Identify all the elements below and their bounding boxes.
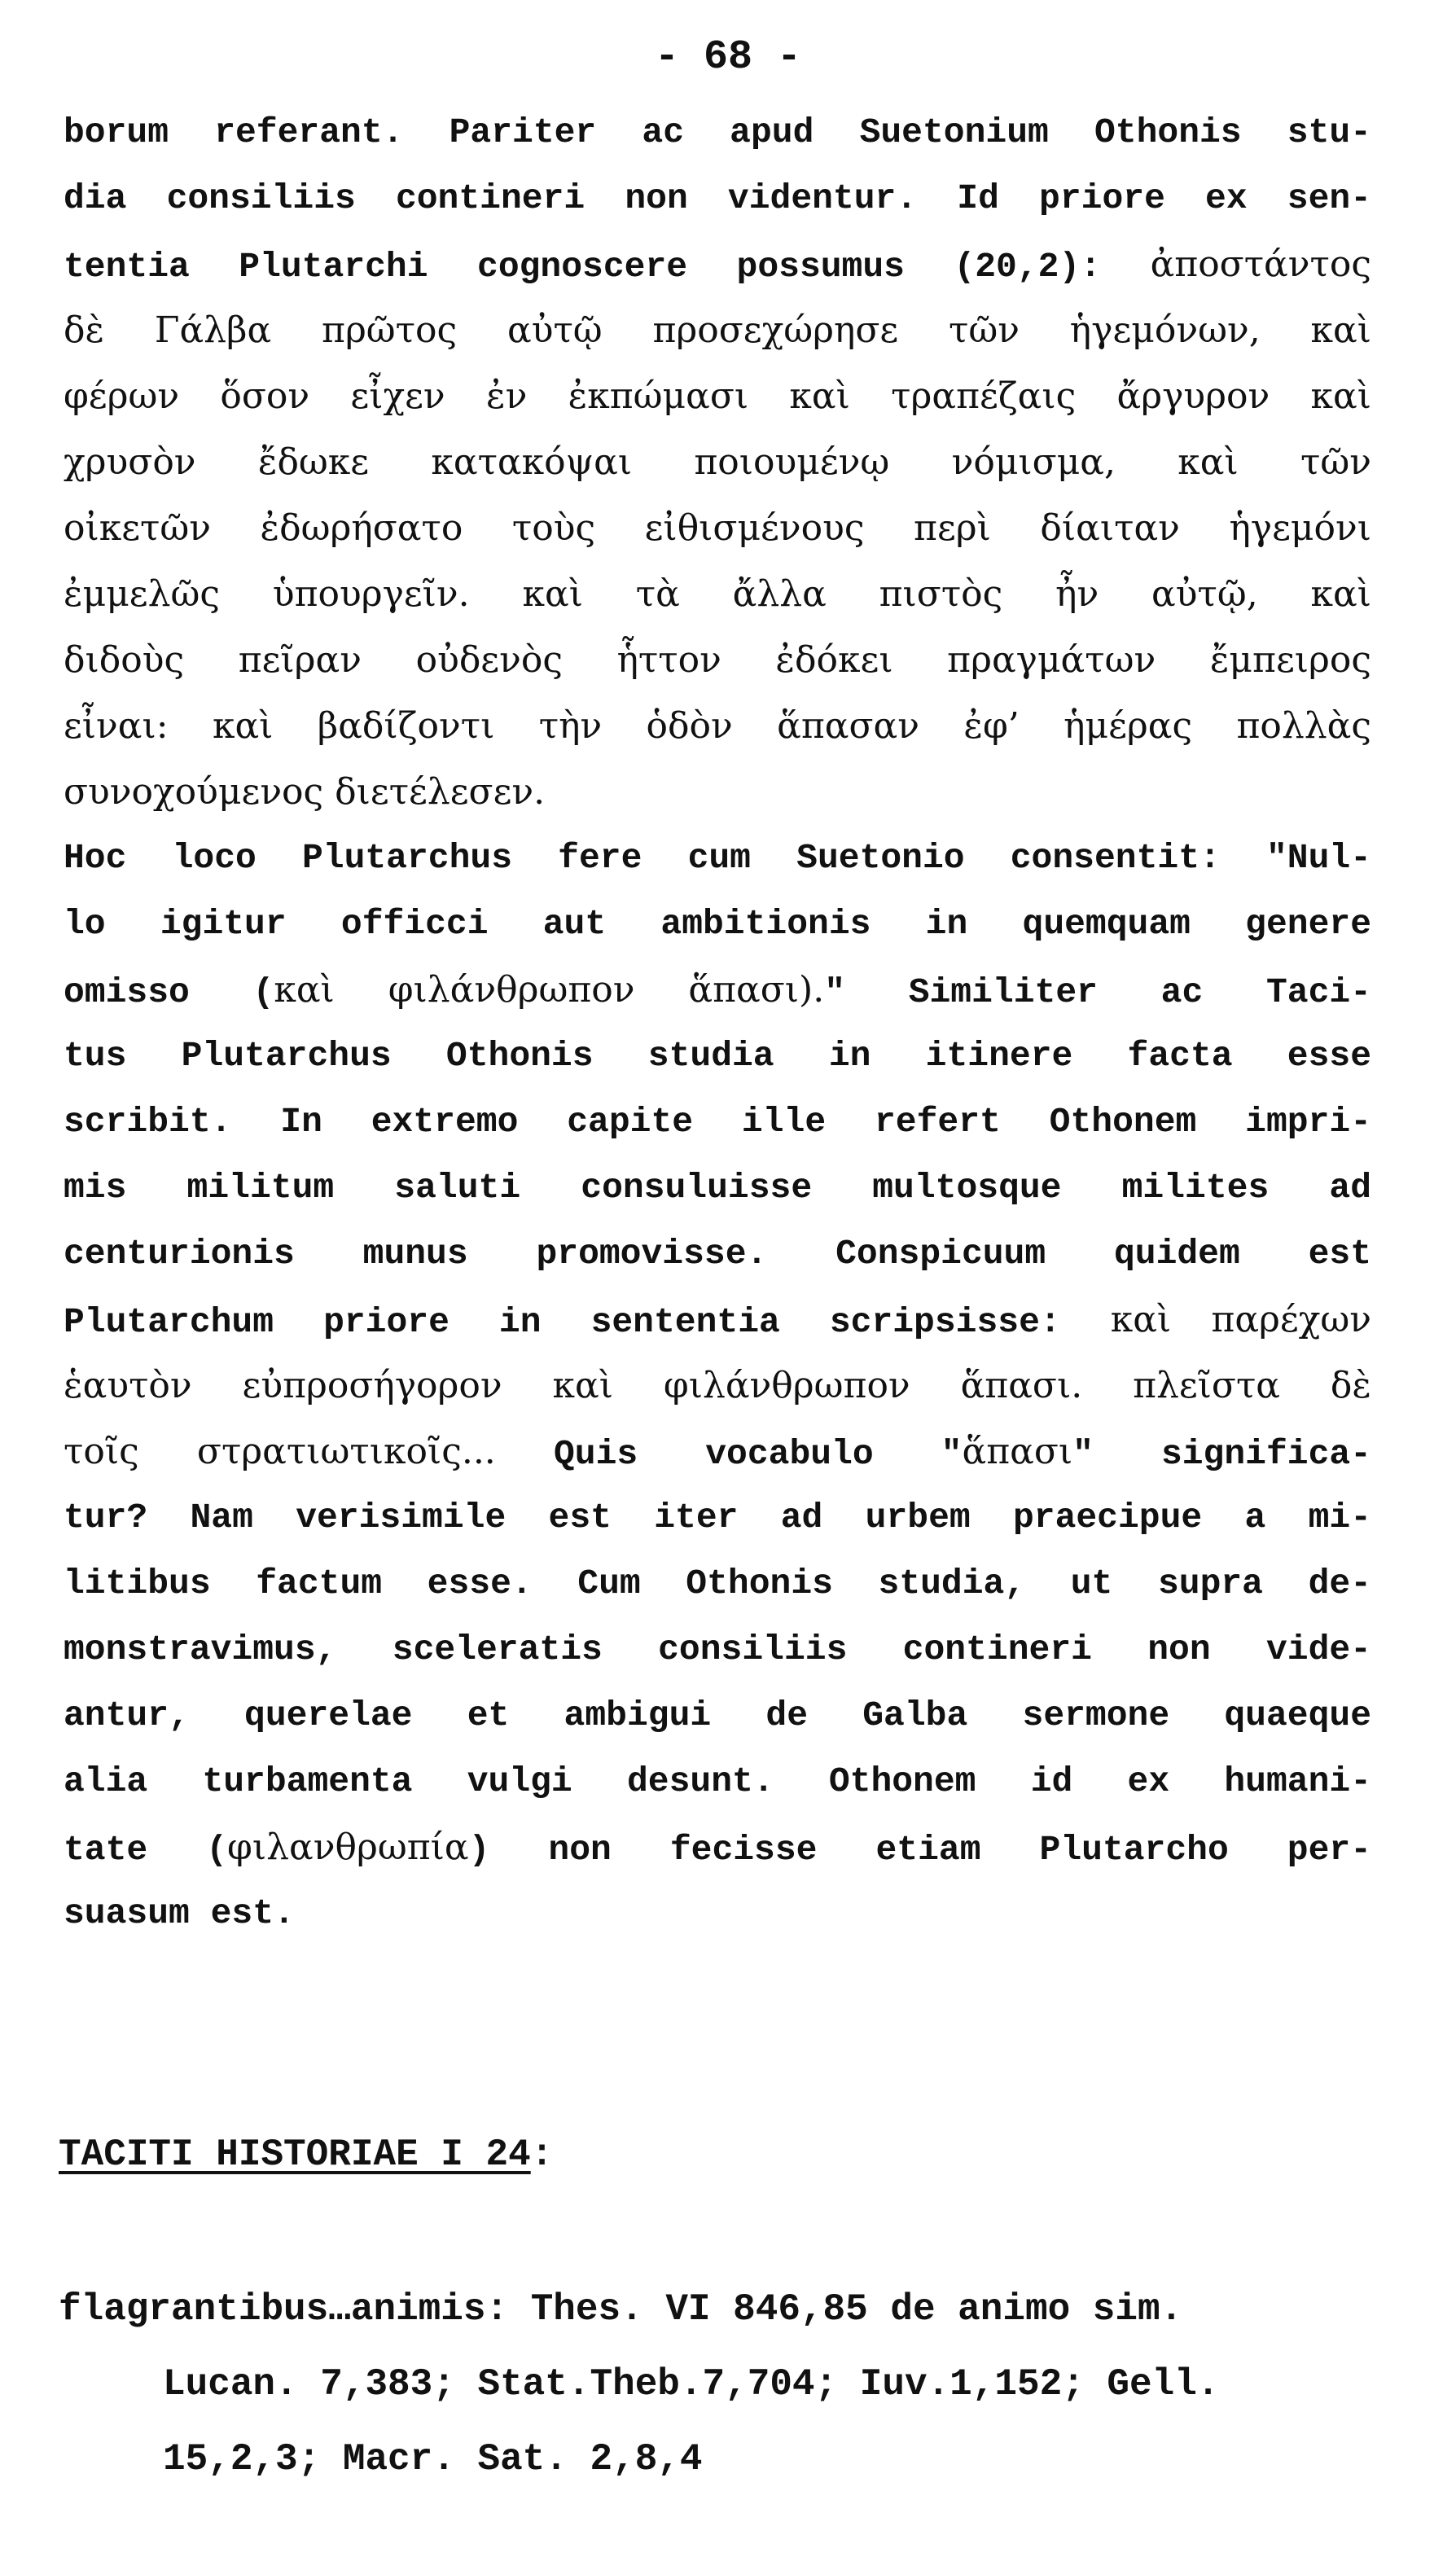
latin-text: lo igitur officci aut ambitionis in quemquam genere	[64, 904, 1371, 944]
greek-text: χρυσὸν ἔδωκε κατακόψαι ποιουμένῳ νόμισμα, καὶ τῶν	[64, 441, 1371, 483]
entry-line-3: 15,2,3; Macr. Sat. 2,8,4	[163, 2438, 703, 2480]
paragraph-commentary	[64, 825, 1371, 1946]
latin-text: centurionis munus promovisse. Conspicuum quidem est	[64, 1234, 1371, 1274]
text-line	[64, 231, 1371, 297]
text-line	[64, 1880, 1371, 1946]
text-line	[64, 627, 1371, 693]
text-line	[64, 1089, 1371, 1155]
latin-text: Plutarchum priore in sententia scripsisse:	[64, 1302, 1111, 1342]
greek-text: ἑαυτὸν εὐπροσήγορον καὶ φιλάνθρωπον ἅπασι. πλεῖστα δὲ	[64, 1365, 1371, 1406]
commentary-entry	[59, 2272, 1378, 2497]
latin-text: tate (	[64, 1830, 228, 1870]
greek-text: καὶ παρέχων	[1110, 1299, 1371, 1340]
entry-line-2: Lucan. 7,383; Stat.Theb.7,704; Iuv.1,152; Gell.	[163, 2363, 1220, 2406]
text-line	[64, 1616, 1371, 1682]
text-line	[64, 363, 1371, 429]
text-line	[64, 693, 1371, 759]
greek-text: ἀποστάντος	[1150, 243, 1371, 285]
text-line	[64, 1814, 1371, 1880]
greek-text: φιλανθρωπία	[227, 1827, 469, 1868]
latin-text: " significa-	[1072, 1434, 1371, 1474]
greek-text: οἰκετῶν ἐδωρήσατο τοὺς εἰθισμένους περὶ δίαιταν ἡγεμόνι	[64, 507, 1371, 549]
text-line	[64, 825, 1371, 891]
greek-text: εἶναι: καὶ βαδίζοντι τὴν ὁδὸν ἅπασαν ἐφ’ ἡμέρας πολλὰς	[64, 705, 1371, 747]
text-line	[64, 1353, 1371, 1419]
text-line	[64, 957, 1371, 1023]
greek-text: καὶ φιλάνθρωπον ἅπασι).	[274, 969, 825, 1011]
entry-line-1: flagrantibus…animis: Thes. VI 846,85 de animo sim.	[59, 2288, 1183, 2331]
text-line	[64, 99, 1371, 165]
greek-text: ἐμμελῶς ὑπουργεῖν. καὶ τὰ ἄλλα πιστὸς ἦν αὐτῷ, καὶ	[64, 573, 1371, 615]
latin-text: ) non fecisse etiam Plutarcho per-	[468, 1830, 1371, 1870]
section-heading-colon: :	[530, 2134, 554, 2176]
text-line	[64, 891, 1371, 957]
greek-text: φέρων ὅσον εἶχεν ἐν ἐκπώμασι καὶ τραπέζαις ἄργυρον καὶ	[64, 375, 1371, 417]
main-text	[64, 99, 1371, 1946]
text-line	[64, 1485, 1371, 1550]
text-line	[64, 561, 1371, 627]
text-line	[64, 495, 1371, 561]
text-line	[64, 1419, 1371, 1485]
text-line	[64, 1023, 1371, 1089]
text-line	[64, 165, 1371, 231]
text-line	[64, 429, 1371, 495]
latin-text: monstravimus, sceleratis consiliis contineri non vide-	[64, 1629, 1371, 1669]
latin-text: tus Plutarchus Othonis studia in itinere facta esse	[64, 1036, 1371, 1076]
greek-text: διδοὺς πεῖραν οὐδενὸς ἧττον ἐδόκει πραγμάτων ἔμπειρος	[64, 639, 1371, 681]
text-line	[64, 1221, 1371, 1287]
greek-text: ἅπασι	[962, 1431, 1073, 1472]
text-line	[64, 1550, 1371, 1616]
latin-text: Hoc loco Plutarchus fere cum Suetonio consentit: "Nul-	[64, 838, 1371, 878]
latin-text: borum referant. Pariter ac apud Suetonium Othonis stu-	[64, 112, 1371, 152]
latin-text: omisso (	[64, 972, 274, 1012]
paragraph-plutarch-quote	[64, 99, 1371, 825]
latin-text: tentia Plutarchi cognoscere possumus (20,2):	[64, 247, 1151, 287]
latin-text: " Similiter ac Taci-	[824, 972, 1371, 1012]
greek-text: τοῖς στρατιωτικοῖς...	[64, 1431, 554, 1472]
text-line	[64, 1748, 1371, 1814]
latin-text: dia consiliis contineri non videntur. Id priore ex sen-	[64, 178, 1371, 218]
latin-text: Quis vocabulo "	[554, 1434, 963, 1474]
greek-text: συνοχούμενος διετέλεσεν.	[64, 771, 546, 813]
latin-text: mis militum saluti consuluisse multosque milites ad	[64, 1168, 1371, 1208]
latin-text: suasum est.	[64, 1893, 295, 1933]
section-heading	[59, 2134, 553, 2176]
latin-text: antur, querelae et ambigui de Galba sermone quaeque	[64, 1695, 1371, 1735]
latin-text: litibus factum esse. Cum Othonis studia, ut supra de-	[64, 1563, 1371, 1603]
text-line	[64, 1155, 1371, 1221]
section-heading-title: TACITI HISTORIAE I 24	[59, 2134, 531, 2176]
text-line	[64, 297, 1371, 363]
latin-text: scribit. In extremo capite ille refert Othonem impri-	[64, 1102, 1371, 1142]
page-number: - 68 -	[654, 34, 802, 81]
latin-text: alia turbamenta vulgi desunt. Othonem id ex humani-	[64, 1761, 1371, 1801]
text-line	[64, 1287, 1371, 1353]
text-line	[64, 759, 1371, 825]
text-line	[64, 1682, 1371, 1748]
latin-text: tur? Nam verisimile est iter ad urbem praecipue a mi-	[64, 1498, 1371, 1537]
greek-text: δὲ Γάλβα πρῶτος αὐτῷ προσεχώρησε τῶν ἡγεμόνων, καὶ	[64, 309, 1371, 351]
